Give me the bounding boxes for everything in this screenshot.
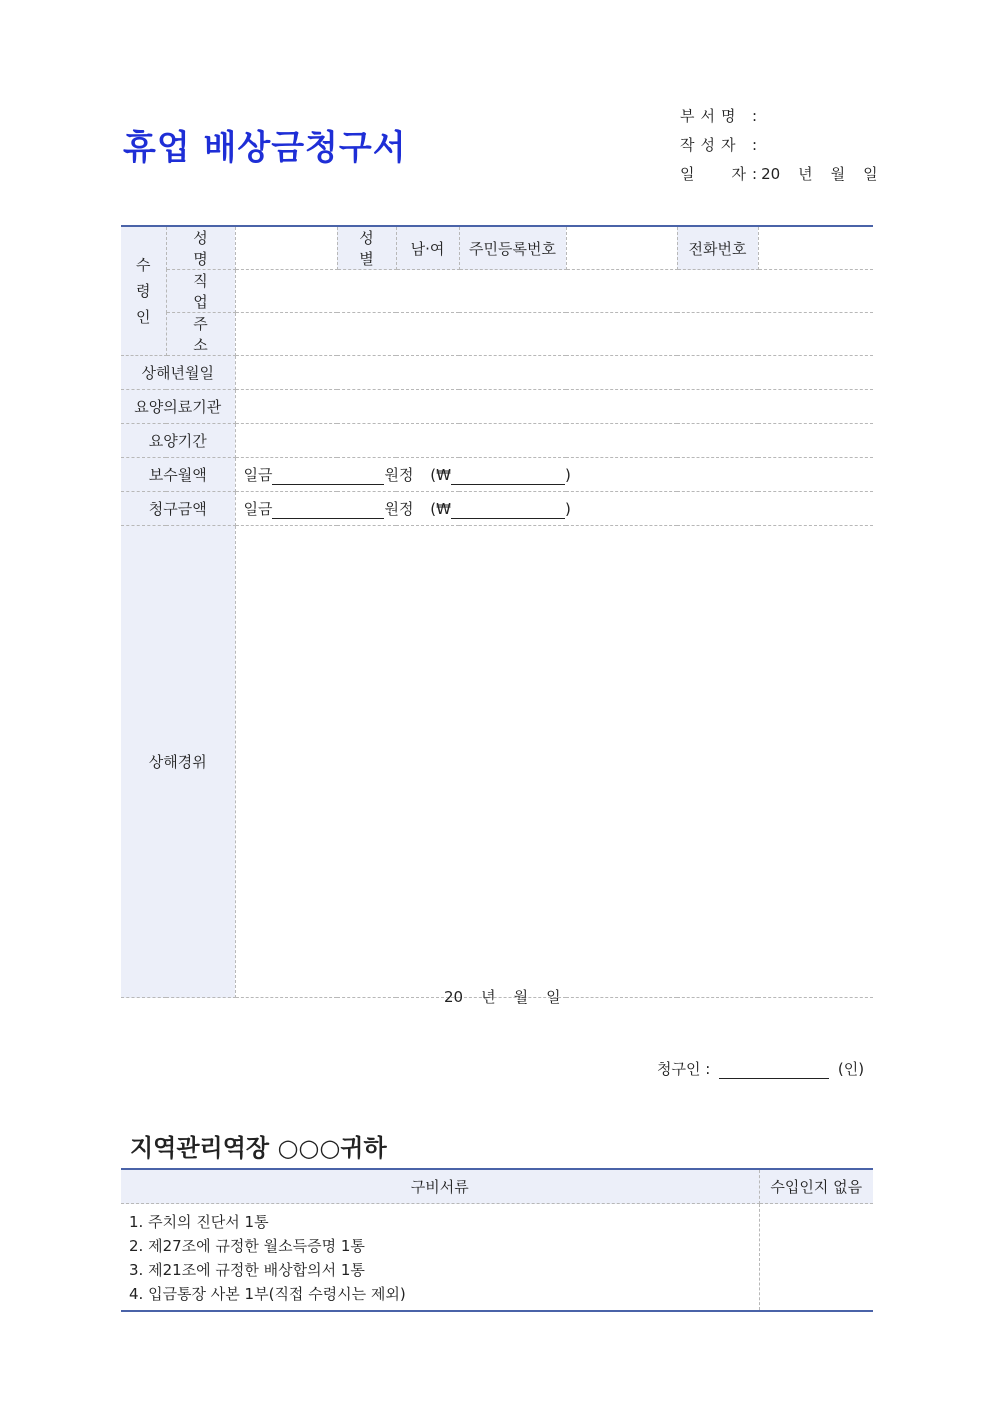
signing-date: 20 년 월 일 — [444, 988, 561, 1006]
stamp-cell — [759, 1204, 873, 1312]
seal-mark: (인) — [837, 1060, 865, 1078]
required-documents-list — [121, 1204, 759, 1312]
name-field[interactable] — [235, 226, 337, 270]
author-label: 작성자 — [680, 136, 742, 154]
occupation-label: 직업 — [166, 270, 235, 313]
gender-label: 성별 — [337, 226, 396, 270]
injury-details-label: 상해경위 — [121, 526, 235, 998]
recipient-label: 수 령 인 — [121, 226, 166, 356]
date-row — [680, 160, 896, 189]
claimant-label: 청구인 : — [657, 1060, 711, 1078]
occupation-field[interactable] — [235, 270, 873, 313]
date-colon: : — [752, 165, 758, 183]
date-label: 일 자 — [680, 165, 746, 183]
list-item: 3. 제21조에 규정한 배상합의서 1통 — [129, 1261, 365, 1279]
medical-institution-label: 요양의료기관 — [121, 390, 235, 424]
claim-amount-field[interactable]: 일금 원정 (₩ ) — [235, 492, 873, 526]
injury-date-field[interactable] — [235, 356, 873, 390]
address-field[interactable] — [235, 313, 873, 356]
author-colon: : — [752, 136, 758, 154]
resident-id-field[interactable] — [566, 226, 677, 270]
injury-details-field[interactable] — [235, 526, 873, 998]
gender-value[interactable]: 남·여 — [396, 226, 459, 270]
dept-row — [680, 102, 896, 131]
document-meta — [680, 102, 896, 189]
phone-field[interactable] — [758, 226, 873, 270]
date-value — [757, 160, 896, 189]
claim-form-table — [121, 225, 873, 998]
date-month-unit: 월 — [830, 165, 846, 183]
medical-period-field[interactable] — [235, 424, 873, 458]
document-title: 휴업 배상금청구서 — [123, 128, 407, 168]
monthly-pay-korean-blank[interactable] — [272, 468, 384, 485]
claim-amount-number-blank[interactable] — [451, 502, 565, 519]
injury-date-label: 상해년월일 — [121, 356, 235, 390]
address-label: 주소 — [166, 313, 235, 356]
monthly-pay-label: 보수월액 — [121, 458, 235, 492]
date-day-unit: 일 — [863, 165, 878, 183]
required-documents-table — [121, 1168, 873, 1312]
date-year-unit: 년 — [798, 165, 813, 183]
medical-institution-field[interactable] — [235, 390, 873, 424]
list-item: 1. 주치의 진단서 1통 — [129, 1213, 269, 1231]
dept-colon: : — [752, 107, 758, 125]
resident-id-label: 주민등록번호 — [459, 226, 566, 270]
claimant-blank[interactable] — [719, 1062, 829, 1079]
claimant-signature — [657, 1058, 864, 1079]
author-row — [680, 131, 896, 160]
phone-label: 전화번호 — [677, 226, 758, 270]
claim-amount-korean-blank[interactable] — [272, 502, 384, 519]
dept-label: 부서명 — [680, 107, 742, 125]
list-item: 4. 입금통장 사본 1부(직접 수령시는 제외) — [129, 1285, 406, 1303]
date-year: 20 — [761, 165, 781, 183]
list-item: 2. 제27조에 규정한 월소득증명 1통 — [129, 1237, 365, 1255]
addressee: 지역관리역장 ○○○귀하 — [130, 1134, 387, 1162]
required-documents-header: 구비서류 — [121, 1169, 759, 1204]
monthly-pay-field[interactable]: 일금 원정 (₩ ) — [235, 458, 873, 492]
claim-amount-label: 청구금액 — [121, 492, 235, 526]
name-label: 성명 — [166, 226, 235, 270]
stamp-header: 수입인지 없음 — [759, 1169, 873, 1204]
monthly-pay-number-blank[interactable] — [451, 468, 565, 485]
medical-period-label: 요양기간 — [121, 424, 235, 458]
